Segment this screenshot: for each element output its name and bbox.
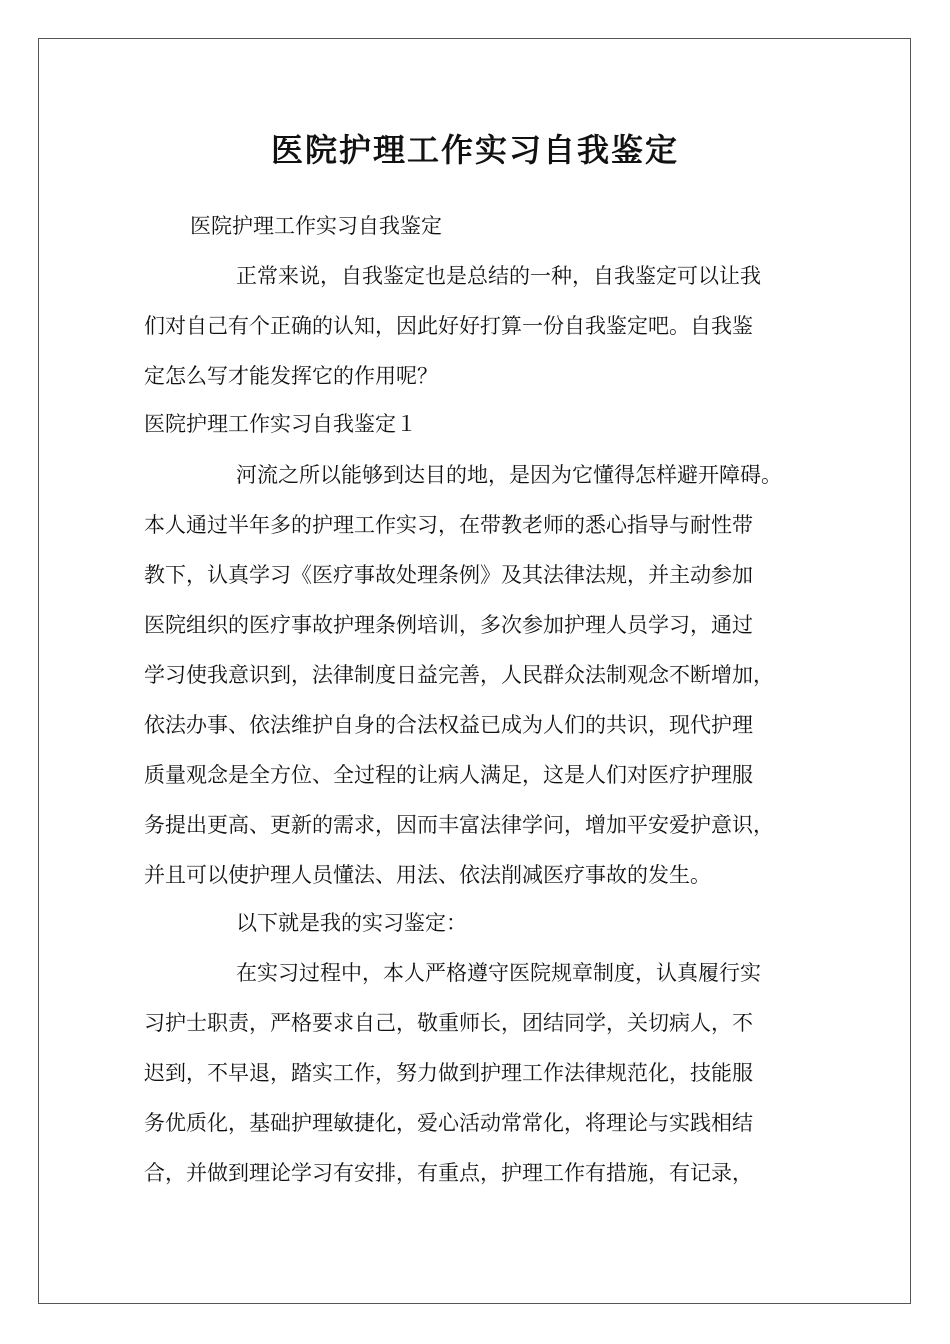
section-heading: 医院护理工作实习自我鉴定１ xyxy=(144,412,417,436)
paragraph-line: 学习使我意识到，法律制度日益完善，人民群众法制观念不断增加， xyxy=(144,663,774,687)
paragraph-line: 本人通过半年多的护理工作实习，在带教老师的悉心指导与耐性带 xyxy=(144,513,753,537)
document-title: 医院护理工作实习自我鉴定 xyxy=(270,131,679,169)
paragraph-line: 合，并做到理论学习有安排，有重点，护理工作有措施，有记录， xyxy=(144,1161,753,1185)
paragraph-line: 定怎么写才能发挥它的作用呢？ xyxy=(144,364,438,388)
paragraph-line: 以下就是我的实习鉴定： xyxy=(236,911,467,935)
paragraph-line: 河流之所以能够到达目的地，是因为它懂得怎样避开障碍。 xyxy=(236,463,782,487)
paragraph-line: 务提出更高、更新的需求，因而丰富法律学问，增加平安爱护意识， xyxy=(144,813,774,837)
paragraph-line: 并且可以使护理人员懂法、用法、依法削减医疗事故的发生。 xyxy=(144,863,711,887)
paragraph-line: 医院组织的医疗事故护理条例培训，多次参加护理人员学习，通过 xyxy=(144,613,753,637)
paragraph-line: 习护士职责，严格要求自己，敬重师长，团结同学，关切病人，不 xyxy=(144,1011,753,1035)
paragraph-line: 教下，认真学习《医疗事故处理条例》及其法律法规，并主动参加 xyxy=(144,563,753,587)
paragraph-line: 们对自己有个正确的认知，因此好好打算一份自我鉴定吧。自我鉴 xyxy=(144,314,753,338)
paragraph-line: 在实习过程中，本人严格遵守医院规章制度，认真履行实 xyxy=(236,961,761,985)
paragraph-line: 质量观念是全方位、全过程的让病人满足，这是人们对医疗护理服 xyxy=(144,763,753,787)
paragraph-line: 正常来说，自我鉴定也是总结的一种，自我鉴定可以让我 xyxy=(236,264,761,288)
document-subtitle: 医院护理工作实习自我鉴定 xyxy=(190,214,442,238)
paragraph-line: 依法办事、依法维护自身的合法权益已成为人们的共识，现代护理 xyxy=(144,713,753,737)
paragraph-line: 务优质化，基础护理敏捷化，爱心活动常常化，将理论与实践相结 xyxy=(144,1111,753,1135)
paragraph-line: 迟到，不早退，踏实工作，努力做到护理工作法律规范化，技能服 xyxy=(144,1061,753,1085)
